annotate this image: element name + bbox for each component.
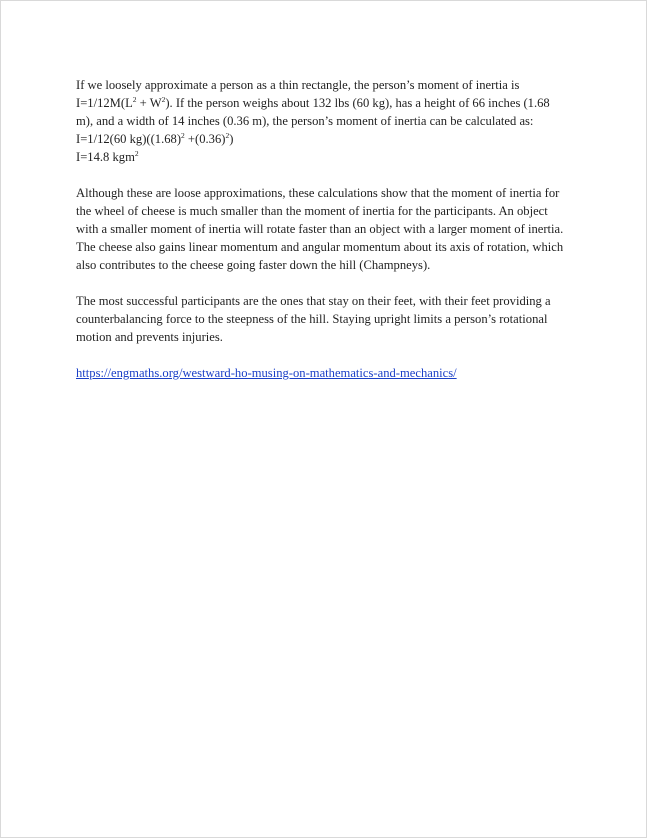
paragraph-reference [76, 364, 576, 382]
text-segment: ) [229, 132, 234, 146]
text-line: Although these are loose approximations, these calculations show that the moment of inertia for [76, 186, 560, 200]
text-line: m), and a width of 14 inches (0.36 m), the person’s moment of inertia can be calculated as: [76, 114, 534, 128]
paragraph-moment-of-inertia-person [76, 76, 576, 166]
text-line: motion and prevents injuries. [76, 330, 223, 344]
text-line: The cheese also gains linear momentum and angular momentum about its axis of rotation, which [76, 240, 564, 254]
superscript: 2 [181, 131, 185, 140]
text-line: with a smaller moment of inertia will rotate faster than an object with a larger moment of inertia. [76, 222, 564, 236]
paragraph-cheese-comparison [76, 184, 576, 274]
text-line: The most successful participants are the ones that stay on their feet, with their feet providing a [76, 294, 551, 308]
formula-result-line [76, 148, 576, 166]
superscript: 2 [225, 131, 230, 140]
formula-line [76, 94, 576, 112]
superscript: 2 [132, 95, 137, 104]
superscript: 2 [134, 149, 139, 158]
text-segment: I=14.8 kgm [76, 150, 135, 164]
text-segment: + W [136, 96, 162, 110]
reference-link[interactable]: https://engmaths.org/westward-ho-musing-on-mathematics-and-mechanics/ [76, 366, 457, 380]
text-segment: ). If the person weighs about 132 lbs (60 kg), has a height of 66 inches (1.68 [165, 96, 550, 110]
text-line: the wheel of cheese is much smaller than the moment of inertia for the participants. An object [76, 204, 548, 218]
text-line: counterbalancing force to the steepness of the hill. Staying upright limits a person’s rotational [76, 312, 548, 326]
document-body [76, 76, 576, 400]
superscript: 2 [161, 95, 166, 104]
paragraph-successful-participants [76, 292, 576, 346]
formula-line [76, 130, 576, 148]
text-segment: +(0.36) [184, 132, 226, 146]
text-segment: I=1/12(60 kg)((1.68) [76, 132, 182, 146]
text-line: If we loosely approximate a person as a thin rectangle, the person’s moment of inertia is [76, 78, 520, 92]
text-line: also contributes to the cheese going faster down the hill (Champneys). [76, 258, 431, 272]
text-segment: I=1/12M(L [76, 96, 133, 110]
